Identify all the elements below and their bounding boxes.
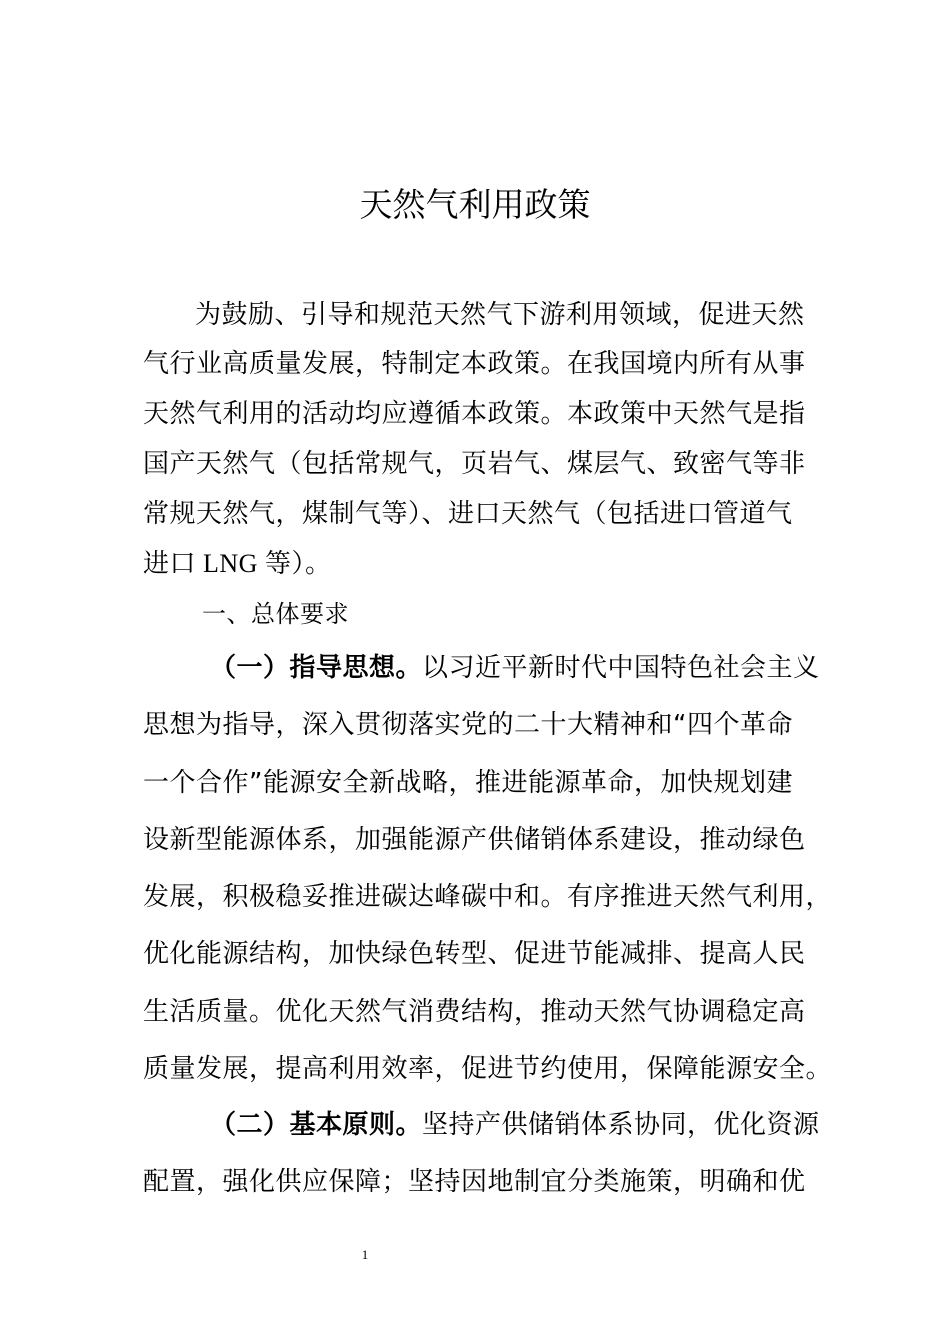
page-number: 1 <box>361 1247 369 1262</box>
guiding-thought-line-1-text: 以习近平新时代中国特色社会主义 <box>422 653 820 683</box>
guiding-thought-line-2: 思想为指导，深入贯彻落实党的二十大精神和“四个革命 <box>143 710 793 740</box>
section-heading-general-requirements: 一、总体要求 <box>202 600 349 628</box>
intro-line-2: 气行业高质量发展，特制定本政策。在我国境内所有从事 <box>143 349 806 379</box>
document-title: 天然气利用政策 <box>359 185 591 224</box>
basic-principles-label: （二）基本原则。 <box>210 1110 423 1140</box>
guiding-thought-label: （一）指导思想。 <box>210 653 423 683</box>
basic-principles-line-1-text: 坚持产供储销体系协同，优化资源 <box>422 1110 820 1140</box>
basic-principles-line-2: 配置，强化供应保障；坚持因地制宜分类施策，明确和优 <box>143 1167 806 1197</box>
guiding-thought-line-4: 设新型能源体系，加强能源产供储销体系建设，推动绿色 <box>143 825 806 855</box>
guiding-thought-line-5: 发展，积极稳妥推进碳达峰碳中和。有序推进天然气利用， <box>143 882 833 912</box>
intro-line-6-suffix: 等）。 <box>264 549 332 579</box>
guiding-thought-line-3: 一个合作”能源安全新战略，推进能源革命，加快规划建 <box>143 768 793 798</box>
basic-principles-line-1 <box>210 1108 820 1142</box>
intro-line-1: 为鼓励、引导和规范天然气下游利用领域，促进天然 <box>195 300 805 330</box>
intro-line-3: 天然气利用的活动均应遵循本政策。本政策中天然气是指 <box>143 399 806 429</box>
intro-line-4: 国产天然气（包括常规气，页岩气、煤层气、致密气等非 <box>143 449 806 479</box>
guiding-thought-line-8: 质量发展，提高利用效率，促进节约使用，保障能源安全。 <box>143 1054 833 1084</box>
intro-line-5: 常规天然气，煤制气等）、进口天然气（包括进口管道气 <box>143 499 793 529</box>
intro-line-6-lng: LNG <box>196 549 265 578</box>
guiding-thought-line-1 <box>210 651 820 685</box>
guiding-thought-line-6: 优化能源结构，加快绿色转型、促进节能减排、提高人民 <box>143 939 806 969</box>
intro-line-6 <box>143 547 331 581</box>
guiding-thought-line-7: 生活质量。优化天然气消费结构，推动天然气协调稳定高 <box>143 997 806 1027</box>
intro-line-6-prefix: 进口 <box>143 549 197 579</box>
